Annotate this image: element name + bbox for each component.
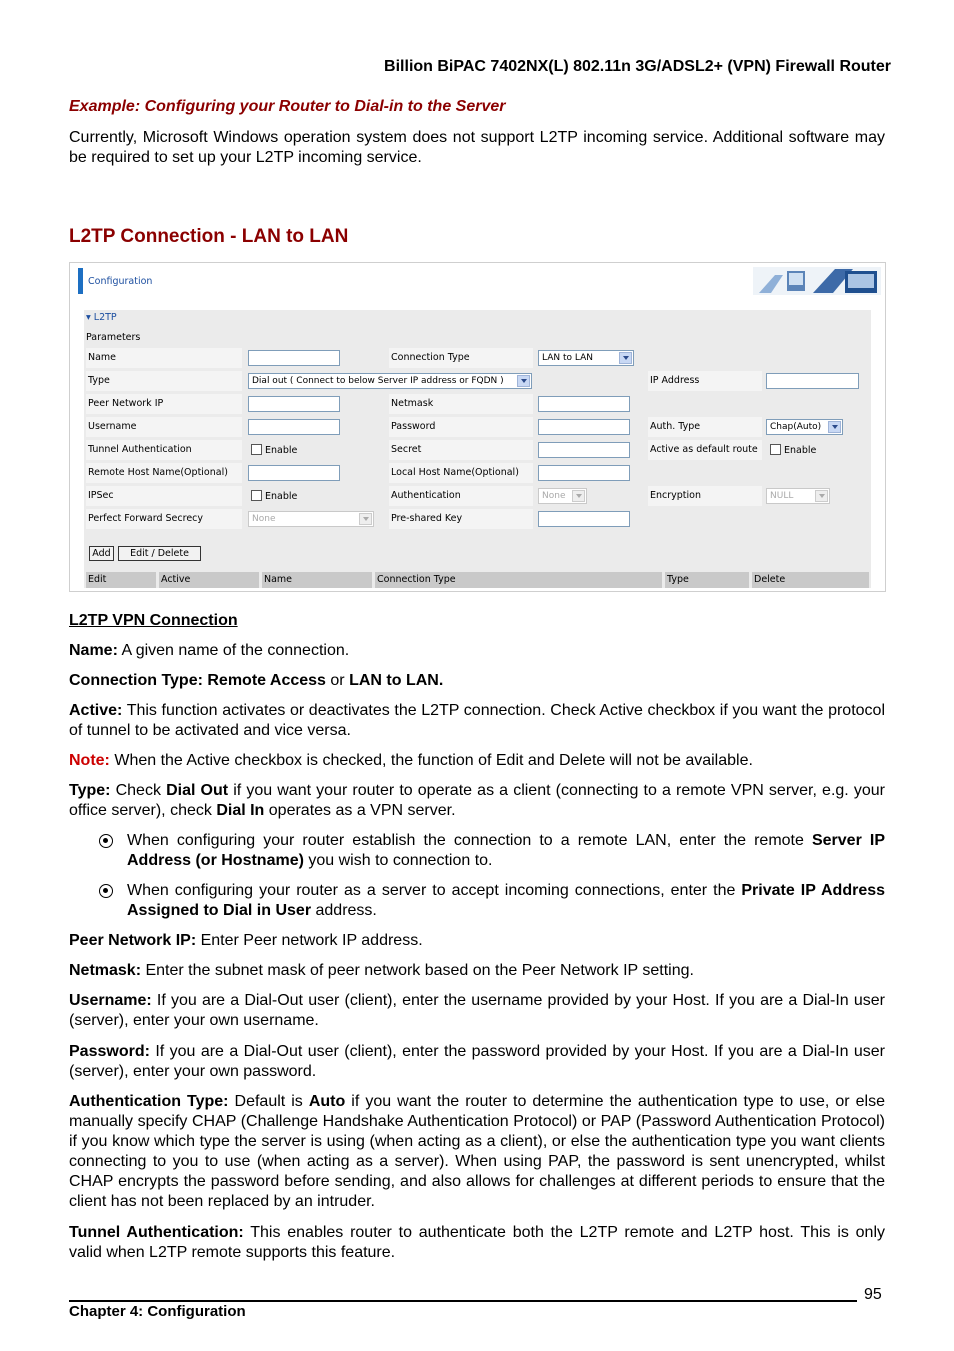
active-description [69, 701, 885, 741]
auth-type-value: Chap(Auto) [770, 422, 822, 432]
type-select[interactable] [248, 373, 532, 389]
term: Server IP Address (or Hostname) [127, 832, 885, 869]
desc: When configuring your router establish the connection to a remote LAN, enter the remote [127, 832, 812, 849]
term: Private IP Address Assigned to Dial in User [127, 882, 886, 919]
name-input[interactable] [248, 350, 340, 366]
type-description [69, 781, 885, 821]
password-description [69, 1042, 885, 1082]
netmask-description [69, 961, 885, 981]
auth-type-select[interactable] [766, 419, 843, 435]
preshared-key-input[interactable] [538, 511, 630, 527]
encryption-label: Encryption [650, 490, 702, 501]
ipsec-enable-label: Enable [265, 491, 298, 502]
term: Tunnel Authentication: [69, 1224, 244, 1241]
ipsec-checkbox[interactable] [251, 490, 262, 501]
chapter-footer: Chapter 4: Configuration [69, 1303, 246, 1320]
local-host-label: Local Host Name(Optional) [391, 467, 519, 478]
remote-host-input[interactable] [248, 465, 340, 481]
desc: If you are a Dial-Out user (client), enter the password provided by your Host. If you are a Dial-In user (server), enter your own password. [69, 1043, 885, 1080]
password-label: Password [391, 421, 436, 432]
pfs-select[interactable] [248, 511, 374, 527]
password-input[interactable] [538, 419, 630, 435]
term: Peer Network IP: [69, 932, 197, 949]
term: Type: [69, 782, 111, 799]
desc: Default is [228, 1093, 309, 1110]
term: Username: [69, 992, 152, 1009]
encryption-select[interactable] [766, 488, 830, 504]
col-header-type: Type [667, 574, 689, 585]
term: LAN to LAN. [349, 672, 444, 689]
preshared-key-label: Pre-shared Key [391, 513, 463, 524]
type-label: Type [88, 375, 110, 386]
encryption-value: NULL [770, 491, 794, 501]
authentication-select[interactable] [538, 488, 587, 504]
auth-type-description [69, 1092, 885, 1212]
peer-network-description [69, 931, 885, 951]
term: Netmask: [69, 962, 142, 979]
section-title: L2TP Connection - LAN to LAN [69, 226, 349, 247]
term: Dial In [216, 802, 265, 819]
desc: operates as a VPN server. [264, 802, 456, 819]
col-header-name: Name [264, 574, 293, 585]
term: Connection Type: Remote Access [69, 672, 326, 689]
peer-network-input[interactable] [248, 396, 340, 412]
name-label: Name [88, 352, 117, 363]
desc: This enables router to authenticate both the L2TP remote and L2TP host. This is only valid when L2TP remote supports this feature. [69, 1224, 886, 1261]
netmask-label: Netmask [391, 398, 434, 409]
footer-rule [69, 1300, 857, 1302]
bullet-icon [99, 884, 113, 898]
ip-address-label: IP Address [650, 375, 700, 386]
col-header-connection-type: Connection Type [377, 574, 456, 585]
document-header: Billion BiPAC 7402NX(L) 802.11n 3G/ADSL2+ (VPN) Firewall Router [384, 58, 891, 75]
desc: Check [110, 782, 167, 799]
bullet-item-private-ip [127, 881, 885, 921]
bullet-icon [99, 834, 113, 848]
desc: you wish to connection to. [303, 852, 493, 869]
note-label: Note: [69, 752, 110, 769]
auth-type-label: Auth. Type [650, 421, 701, 432]
desc: A given name of the connection. [117, 642, 350, 659]
note-paragraph [69, 751, 885, 771]
term: Password: [69, 1043, 150, 1060]
name-description [69, 641, 885, 661]
connection-type-label: Connection Type [391, 352, 470, 363]
secret-label: Secret [391, 444, 422, 455]
bullet-item-server [127, 831, 885, 871]
term: Active: [69, 702, 123, 719]
vpn-connection-title: L2TP VPN Connection [69, 612, 238, 629]
desc: address. [311, 902, 377, 919]
authentication-value: None [542, 491, 566, 501]
default-route-enable-label: Enable [784, 445, 817, 456]
chevron-down-icon [828, 421, 841, 433]
tunnel-auth-checkbox[interactable] [251, 444, 262, 455]
tunnel-auth-enable-label: Enable [265, 445, 298, 456]
desc: When configuring your router as a server to accept incoming connections, enter the [127, 882, 742, 899]
edit-delete-button[interactable]: Edit / Delete [118, 546, 201, 561]
peer-network-label: Peer Network IP [88, 398, 164, 409]
term: Dial Out [166, 782, 229, 799]
desc: When the Active checkbox is checked, the function of Edit and Delete will not be available. [109, 752, 753, 769]
desc: If you are a Dial-Out user (client), enter the username provided by your Host. If you are a Dial-In user (server), enter your own username. [69, 992, 885, 1029]
desc: if you want your router to operate as a client (connecting to a remote VPN server, e.g. your office server), check [69, 782, 885, 819]
tunnel-auth-label: Tunnel Authentication [88, 444, 192, 455]
type-value: Dial out ( Connect to below Server IP address or FQDN ) [252, 376, 504, 386]
term: Name: [69, 642, 118, 659]
add-button[interactable]: Add [89, 546, 114, 561]
authentication-label: Authentication [391, 490, 461, 501]
example-title: Example: Configuring your Router to Dial-in to the Server [69, 98, 506, 115]
remote-host-label: Remote Host Name(Optional) [88, 467, 228, 478]
term: Auto [308, 1093, 346, 1110]
network-decoration-icon [753, 267, 881, 295]
secret-input[interactable] [538, 442, 630, 458]
col-header-delete: Delete [754, 574, 786, 585]
local-host-input[interactable] [538, 465, 630, 481]
tunnel-auth-description [69, 1223, 885, 1263]
username-description [69, 991, 885, 1031]
configuration-label: Configuration [88, 276, 153, 287]
col-header-edit: Edit [88, 574, 107, 585]
l2tp-config-screenshot [69, 262, 886, 592]
ipsec-label: IPSec [88, 490, 114, 501]
chevron-down-icon [517, 375, 530, 387]
term: Authentication Type: [69, 1093, 229, 1110]
desc: or [325, 672, 350, 689]
parameters-panel [84, 310, 871, 588]
active-default-route-label: Active as default route [650, 444, 758, 455]
page-number: 95 [864, 1286, 882, 1303]
l2tp-section-toggle[interactable]: ▾ L2TP [86, 312, 117, 323]
chevron-down-icon [572, 490, 585, 502]
username-label: Username [88, 421, 137, 432]
chevron-down-icon [619, 352, 632, 364]
intro-paragraph: Currently, Microsoft Windows operation system does not support L2TP incoming service. Additional software may be required to set up your L2TP incoming service. [69, 129, 885, 166]
pfs-label: Perfect Forward Secrecy [88, 513, 204, 524]
chevron-down-icon [359, 513, 372, 525]
connection-type-description [69, 671, 885, 691]
pfs-value: None [252, 514, 276, 524]
netmask-input[interactable] [538, 396, 630, 412]
connection-type-select[interactable] [538, 350, 634, 366]
parameters-title: Parameters [86, 332, 141, 343]
col-header-active: Active [161, 574, 191, 585]
connection-type-value: LAN to LAN [542, 353, 593, 363]
default-route-checkbox[interactable] [770, 444, 781, 455]
ip-address-input[interactable] [766, 373, 859, 389]
username-input[interactable] [248, 419, 340, 435]
desc: Enter the subnet mask of peer network based on the Peer Network IP setting. [141, 962, 694, 979]
chevron-down-icon [815, 490, 828, 502]
desc: Enter Peer network IP address. [196, 932, 423, 949]
desc: if you want the router to determine the authentication type to use, or else manually specify CHAP (Challenge Handshake Authentication Protocol) or PAP (Password Authentication Protocol) if you know which type the server is using (when acting as a client), or else the authentication type you want clients connecting to you to use (when acting as a server). When using PAP, the password is sent unencrypted, whilst CHAP encrypts the password before sending, and also allows for challenges at different periods to ensure that the client has not been replaced by an intruder. [69, 1093, 885, 1210]
config-accent-bar [78, 268, 83, 294]
desc: This function activates or deactivates the L2TP connection. Check Active checkbox if you want the protocol of tunnel to be activated and vice versa. [69, 702, 885, 739]
